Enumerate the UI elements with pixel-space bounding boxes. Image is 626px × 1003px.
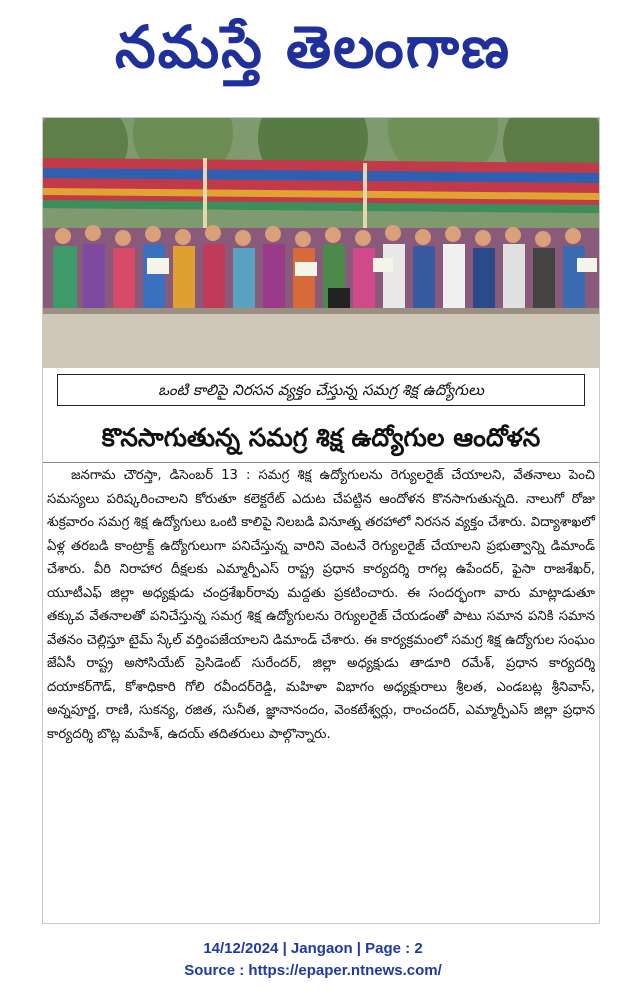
footer-source: Source : https://epaper.ntnews.com/: [184, 962, 442, 979]
masthead: [0, 4, 626, 90]
news-clipping: [42, 117, 600, 924]
protest-photo: [43, 118, 599, 368]
article-paragraph: జనగామ చౌరస్తా, డిసెంబర్ 13 : సమగ్ర శిక్ష ఉద్యోగులను రెగ్యులరైజ్ చేయాలని, వేతనాలు పెంచి సమస్యలు పరిష్కరించాలని కోరుతూ కలెక్టరేట్ ఎదుట చేపట్టిన ఆందోళన కొనసాగుతున్నది. నాలుగో రోజు శుక్రవారం సమగ్ర శిక్ష ఉద్యోగులు ఒంటి కాలిపై నిలబడి వినూత్న తరహాలో నిరసన వ్యక్తం చేశారు. విద్యాశాఖలో ఏళ్ల తరబడి కాంట్రాక్ట్ ఉద్యోగులుగా పనిచేస్తున్న వారిని వెంటనే రెగ్యులరైజ్ చేయాలని ప్రభుత్వాన్ని డిమాండ్ చేశారు. వీరి నిరాహార దీక్షలకు ఎమ్మార్పీఎస్ రాష్ట్ర ప్రధాన కార్యదర్శి రాగల్ల ఉపేందర్, ఫైసా రాజశేఖర్, యూటీఎఫ్ జిల్లా అధ్యక్షుడు చంద్రశేఖర్‌రావు మద్దతు ప్రకటించారు. ఈ సందర్భంగా వారు మాట్లాడుతూ తక్కువ వేతనాలతో పనిచేస్తున్న సమగ్ర శిక్ష ఉద్యోగులను రెగ్యులరైజ్ చేయడంతో పాటు సమాన పనికి సమాన వేతనం చెల్లిస్తూ టైమ్ స్కేల్ వర్తింపజేయాలని డిమాండ్ చేశారు. ఈ కార్యక్రమంలో సమగ్ర శిక్ష ఉద్యోగుల సంఘం జేఏసీ రాష్ట్ర అసోసియేట్ ప్రెసిడెంట్ సురేందర్, జిల్లా అధ్యక్షుడు తాడూరి రమేశ్, ప్రధాన కార్యదర్శి దయాకర్‌గౌడ్, కోశాధికారి గోలి రవీందర్‌రెడ్డి, మహిళా విభాగం అధ్యక్షురాలు శ్రీలత, ఎండబట్ల శ్రీనివాస్, అన్నపూర్ణ, రాణి, సుకన్య, రజిత, సునీత, జ్ఞానానందం, వెంకటేశ్వర్లు, రాంచందర్, ఎమ్మార్పీఎస్ జిల్లా ప్రధాన కార్యదర్శి బొట్ల మహేశ్, ఉదయ్ తదితరులు పాల్గొన్నారు.: [47, 468, 595, 742]
page-footer: [0, 938, 626, 982]
photo-caption: ఒంటి కాలిపై నిరసన వ్యక్తం చేస్తున్న సమగ్ర శిక్ష ఉద్యోగులు: [57, 374, 585, 406]
footer-date-edition: 14/12/2024 | Jangaon | Page : 2: [203, 940, 423, 957]
article-body: [43, 464, 599, 746]
protest-photo-illustration: [43, 118, 599, 368]
masthead-title: నమస్తే తెలంగాణ: [115, 13, 511, 81]
article-headline: కొనసాగుతున్న సమగ్ర శిక్ష ఉద్యోగుల ఆందోళన: [101, 423, 541, 452]
headline-divider: [43, 462, 599, 463]
